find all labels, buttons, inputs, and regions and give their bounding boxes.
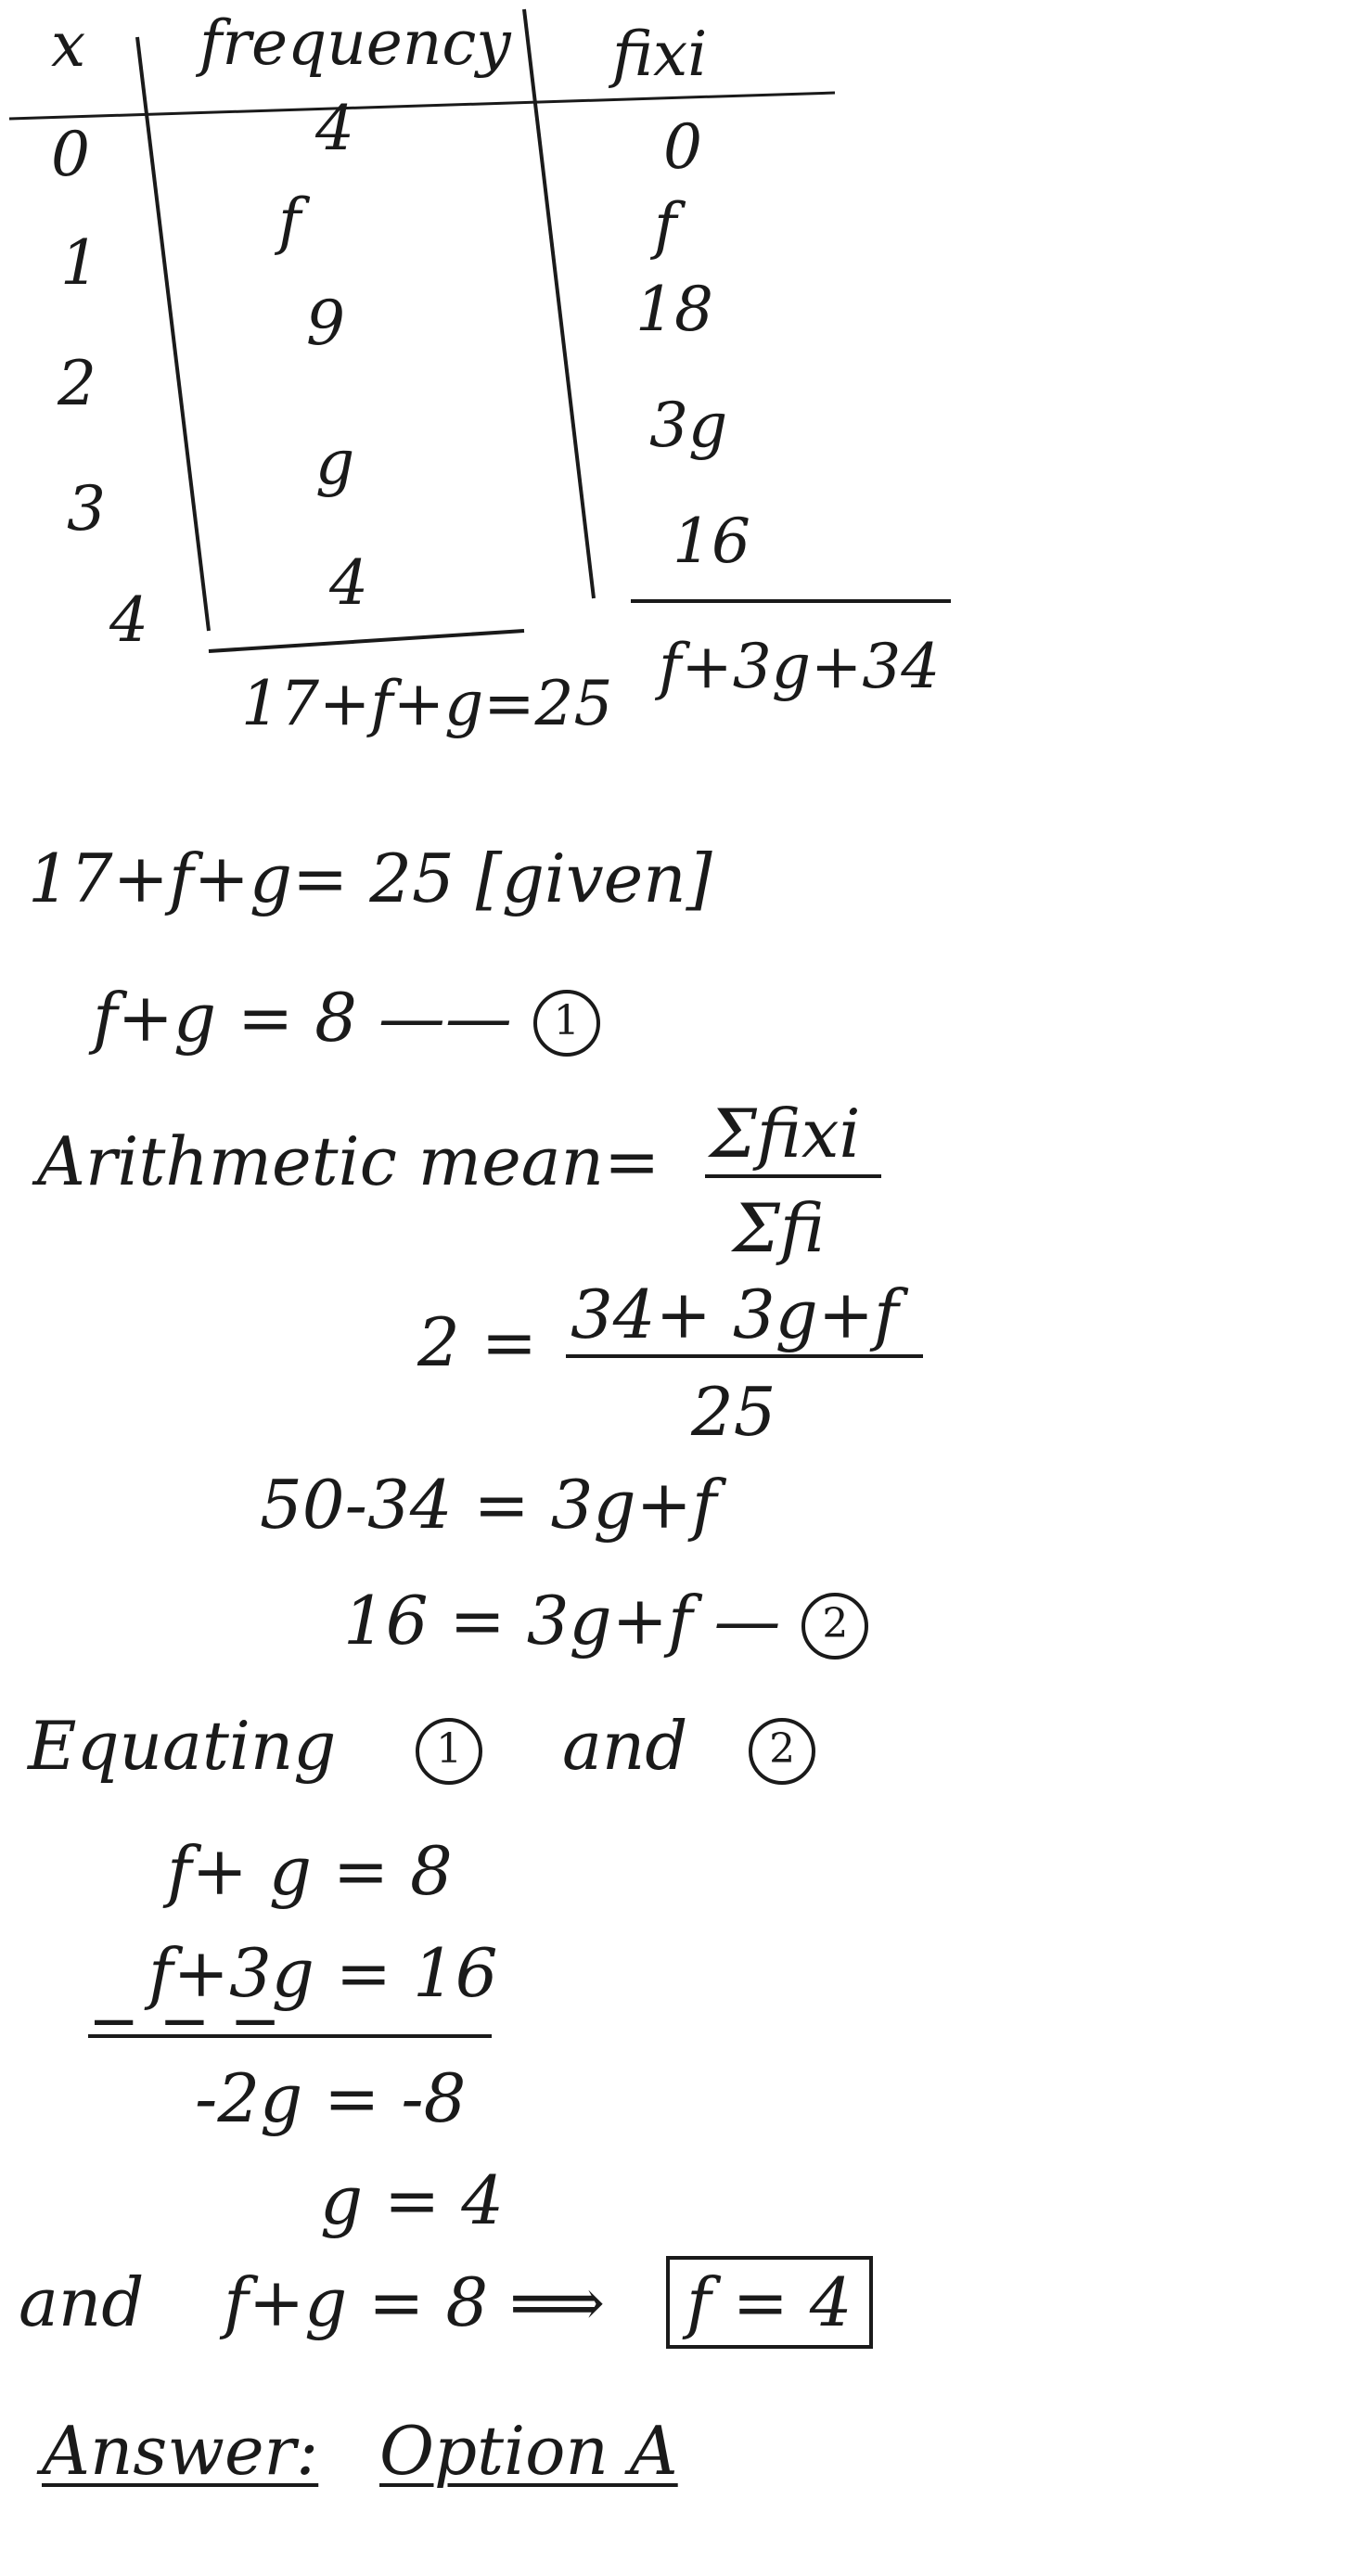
equating-tag-2: 2 [749,1718,815,1785]
equation-1-line [93,979,600,1057]
result-1: -2g = -8 [195,2059,467,2137]
header-underline [9,93,835,119]
equating-tag-1: 1 [416,1718,482,1785]
equating-and: and [561,1707,688,1785]
frequency-value-4: 4 [329,547,368,619]
mean-label: Arithmetic mean= [37,1122,660,1200]
fixi-value-4: 16 [673,506,750,577]
step-2-text: 16 = 3g+f — [343,1582,781,1660]
final-and: and [19,2263,145,2341]
substitution-numerator: 34+ 3g+f [571,1275,899,1353]
fixi-value-3: 3g [649,390,728,461]
final-answer-box: f = 4 [666,2256,873,2349]
fixi-value-2: 18 [635,274,713,345]
frequency-value-1: f [278,186,301,257]
header-fixi: fixi [612,19,708,90]
answer-value: Option A [379,2412,678,2490]
step-2-line [343,1582,868,1660]
x-value-1: 1 [60,227,99,299]
subtraction-signs: − − − [88,1985,281,2057]
frequency-total: 17+f+g=25 [241,668,613,739]
equation-2-tag: 2 [801,1593,868,1660]
header-frequency: frequency [199,7,511,79]
column-divider-1 [137,37,209,631]
substitution-denominator: 25 [691,1373,776,1451]
x-value-2: 2 [58,348,96,419]
frequency-total-line [209,631,524,651]
final-line [19,2263,873,2341]
answer-line [42,2412,678,2490]
result-2: g = 4 [320,2161,504,2239]
step-1: 50-34 = 3g+f [260,1466,717,1544]
header-x: x [51,9,86,81]
system-line-2: f+3g = 16 [148,1934,498,2012]
x-value-4: 4 [109,584,148,656]
equating-label: Equating [28,1707,337,1785]
x-value-3: 3 [67,473,106,545]
equating-line [28,1707,815,1785]
x-value-0: 0 [51,119,90,190]
frequency-value-0: 4 [315,93,354,164]
given-line: 17+f+g= 25 [given] [28,839,712,917]
final-equation: f+g = 8 ⟹ [224,2263,606,2341]
fixi-total: f+3g+34 [659,631,941,702]
answer-label: Answer: [42,2412,319,2490]
fixi-value-1: f [654,190,677,262]
mean-denominator: Σfi [733,1189,825,1267]
frequency-value-2: 9 [306,288,345,359]
equation-1-text: f+g = 8 —— [93,979,512,1057]
fixi-value-0: 0 [663,111,702,183]
column-divider-2 [524,9,594,598]
mean-numerator: Σfixi [710,1095,861,1173]
system-line-1: f+ g = 8 [167,1832,453,1910]
equation-1-tag: 1 [533,990,600,1057]
substitution-lhs: 2 = [417,1303,538,1381]
frequency-value-3: g [315,427,355,498]
